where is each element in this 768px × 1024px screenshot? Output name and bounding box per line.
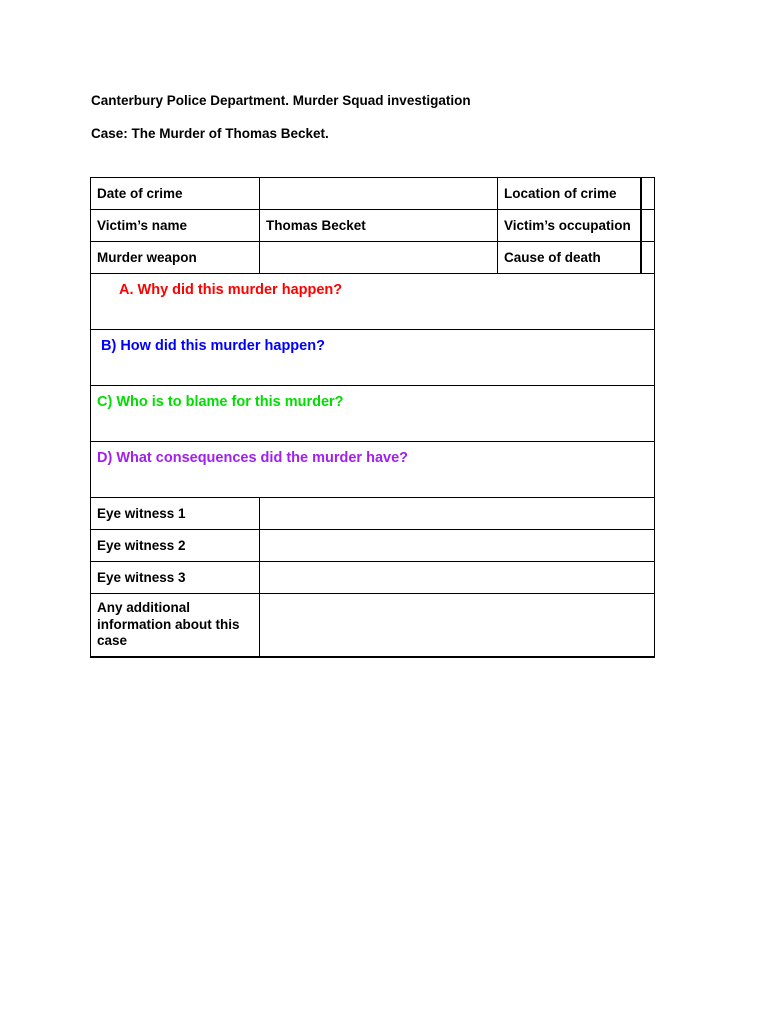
victim-occupation-label: Victim’s occupation (498, 210, 641, 242)
cause-of-death-field[interactable] (641, 242, 655, 274)
investigation-form (90, 177, 654, 658)
details-row-date (91, 178, 655, 210)
additional-info-field[interactable] (260, 594, 655, 658)
victim-name-label: Victim’s name (91, 210, 260, 242)
question-row-b (91, 330, 655, 386)
eye-witness-2-label: Eye witness 2 (91, 530, 260, 562)
question-row-c (91, 386, 655, 442)
question-row-d (91, 442, 655, 498)
details-row-victim (91, 210, 655, 242)
murder-weapon-field[interactable] (260, 242, 498, 274)
murder-weapon-label: Murder weapon (91, 242, 260, 274)
eye-witness-1-label: Eye witness 1 (91, 498, 260, 530)
question-b-how[interactable]: B) How did this murder happen? (91, 330, 655, 386)
details-row-weapon (91, 242, 655, 274)
witness-row-1 (91, 498, 655, 530)
location-of-crime-field[interactable] (641, 178, 655, 210)
additional-info-label: Any additional information about this case (91, 594, 260, 658)
additional-info-row (91, 594, 655, 658)
cause-of-death-label: Cause of death (498, 242, 641, 274)
witness-row-3 (91, 562, 655, 594)
eye-witness-2-field[interactable] (260, 530, 655, 562)
eye-witness-1-field[interactable] (260, 498, 655, 530)
eye-witness-3-label: Eye witness 3 (91, 562, 260, 594)
victim-name-field[interactable]: Thomas Becket (260, 210, 498, 242)
question-a-why[interactable]: A. Why did this murder happen? (91, 274, 655, 330)
victim-occupation-field[interactable] (641, 210, 655, 242)
question-d-consequences[interactable]: D) What consequences did the murder have? (91, 442, 655, 498)
date-of-crime-label: Date of crime (91, 178, 260, 210)
eye-witness-3-field[interactable] (260, 562, 655, 594)
department-heading: Canterbury Police Department. Murder Squad investigation (91, 93, 471, 108)
question-c-blame[interactable]: C) Who is to blame for this murder? (91, 386, 655, 442)
question-row-a (91, 274, 655, 330)
date-of-crime-field[interactable] (260, 178, 498, 210)
location-of-crime-label: Location of crime (498, 178, 641, 210)
witness-row-2 (91, 530, 655, 562)
investigation-table (90, 177, 655, 658)
case-title: Case: The Murder of Thomas Becket. (91, 126, 329, 141)
